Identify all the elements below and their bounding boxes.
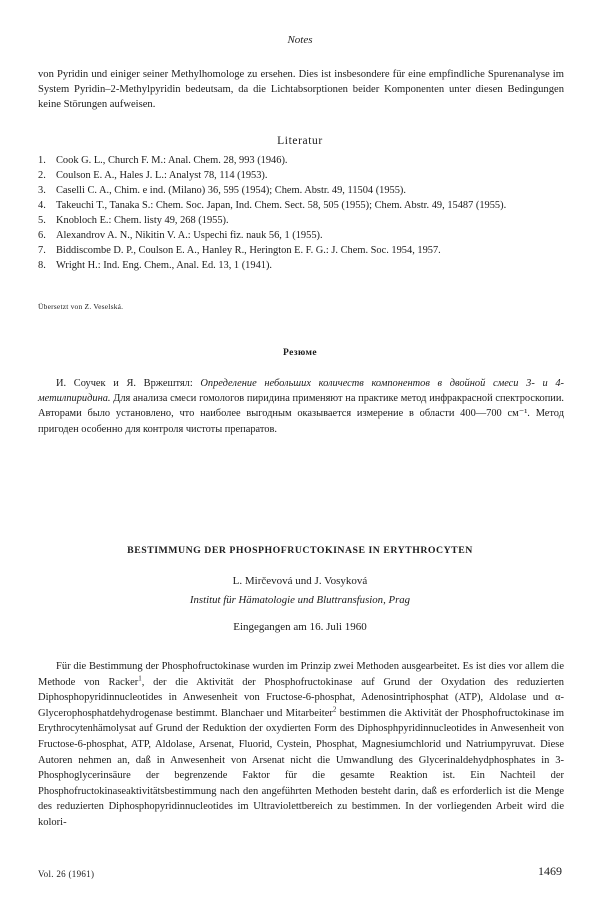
reference-item [38, 153, 564, 168]
body-text-part: Für die Bestimmung der Phosphofructokinase wurden im Prinzip zwei Methoden ausgearbeitet. Es ist dies vor allem die Methode von Racker [38, 661, 564, 688]
reference-item [38, 168, 564, 183]
article-institute: Institut für Hämatologie und Bluttransfusion, Prag [189, 594, 411, 606]
summary-authors: И. Соучек и Я. Вржештял: [56, 378, 193, 389]
reference-number: 5. [38, 215, 46, 226]
reference-item [38, 228, 564, 243]
reference-number: 1. [38, 155, 46, 166]
reference-text: Knobloch E.: Chem. listy 49, 268 (1955). [56, 215, 229, 226]
reference-text: Cook G. L., Church F. M.: Anal. Chem. 28, 993 (1946). [56, 155, 288, 166]
body-text-part: bestimmen die Aktivität der Phosphofructokinase im Erythrocytenhämolysat auf Grund der Reduktion der oxydierten Form des Diphosphpyridinnucleotides in Anwesenheit von Fructose-6-phosphat, ATP, Aldolase, Arsenat, Fluorid, Cystein, Phosphat, Magnesiumchlorid und Natriumpyruvat. Diese Autoren nehmen an, daß in Anwesenheit von Arsenat nicht die Umwandlung des Glycerinaldehydphosphates in 3-Phosphoglycerinsäure der begrenzende Faktor für die gesamte Reaktion ist. Ein Nachteil der Phosphofructokinaseaktivitätsbestimmung nach den angeführten Methoden besteht darin, daß es erforderlich ist die Menge des reduzierten Diphosphopyridinnucleotides im Ultraviolettbereich zu bestimmen. In der vorliegenden Arbeit wird die kolori- [38, 707, 565, 828]
reference-text: Caselli C. A., Chim. e ind. (Milano) 36, 595 (1954); Chem. Abstr. 49, 11504 (1955). [56, 185, 406, 196]
reference-item [38, 258, 564, 273]
footnote-ref-1: 1 [138, 674, 142, 683]
reference-number: 4. [38, 200, 46, 211]
reference-number: 3. [38, 185, 46, 196]
reference-item [38, 198, 564, 213]
received-date: Eingegangen am 16. Juli 1960 [233, 621, 367, 633]
reference-item [38, 213, 564, 228]
article-body-paragraph [38, 659, 564, 831]
reference-number: 2. [38, 170, 46, 181]
reference-number: 6. [38, 230, 46, 241]
reference-text: Wright H.: Ind. Eng. Chem., Anal. Ed. 13, 1 (1941). [56, 260, 273, 271]
volume-footer: Vol. 26 (1961) [38, 869, 95, 879]
page-number: 1469 [538, 864, 562, 878]
reference-text: Coulson E. A., Hales J. L.: Analyst 78, 114 (1953). [56, 170, 268, 181]
summary-text: Для анализа смеси гомологов пиридина применяют на практике метод инфракрасной спектроскопии. Авторами было установлено, что наиболее выгодным оказывается измерение в области 400—700 см⁻¹. Метод пригоден особенно для контроля чистоты препаратов. [38, 393, 564, 435]
footnote-ref-2: 2 [332, 705, 337, 714]
article-authors: L. Mirčevová und J. Vosyková [232, 575, 368, 587]
article-title: BESTIMMUNG DER PHOSPHOFRUCTOKINASE IN ERYTHROCYTEN [127, 545, 473, 556]
reference-text: Takeuchi T., Tanaka S.: Chem. Soc. Japan, Ind. Chem. Sect. 58, 505 (1955); Chem. Abstr. 49, 15487 (1955). [56, 200, 507, 211]
reference-item [38, 243, 564, 258]
reference-number: 8. [38, 260, 46, 271]
body-text-part: , der die Aktivität der Phosphofructokinase auf Grund der Oxydation des reduzierten Diphosphopyridinnucleotides in Anwesenheit von Fructose-6-phosphat, Adenosintriphosphat (ATP), Aldolase und α-Glycerophosphatdehydrogenase bestimmt. Blanchaer und Mitarbeiter [38, 676, 564, 719]
reference-text: Alexandrov A. N., Nikitin V. A.: Uspechi fiz. nauk 56, 1 (1955). [56, 230, 323, 241]
reference-text: Biddiscombe D. P., Coulson E. A., Hanley R., Herington E. F. G.: J. Chem. Soc. 1954, 1957. [56, 245, 441, 256]
russian-summary [38, 376, 564, 437]
summary-title: Определение небольших количеств компонентов в двойной смеси 3- и 4-метилпиридина. [38, 378, 564, 405]
reference-list [38, 153, 564, 273]
literature-heading: Literatur [277, 135, 323, 147]
summary-heading: Резюме [283, 348, 317, 358]
reference-item [38, 183, 564, 198]
running-head: Notes [287, 34, 313, 46]
continued-paragraph: von Pyridin und einiger seiner Methylhomologe zu ersehen. Dies ist insbesondere für eine empfindliche Spurenanalyse im System Pyridin–2-Methylpyridin bedeutsam, da die Lichtabsorptionen beider Komponenten unter diesen Bedingungen keine Störungen aufweisen. [38, 69, 564, 111]
translator-credit: Übersetzt von Z. Veselská. [38, 302, 124, 311]
reference-number: 7. [38, 245, 46, 256]
